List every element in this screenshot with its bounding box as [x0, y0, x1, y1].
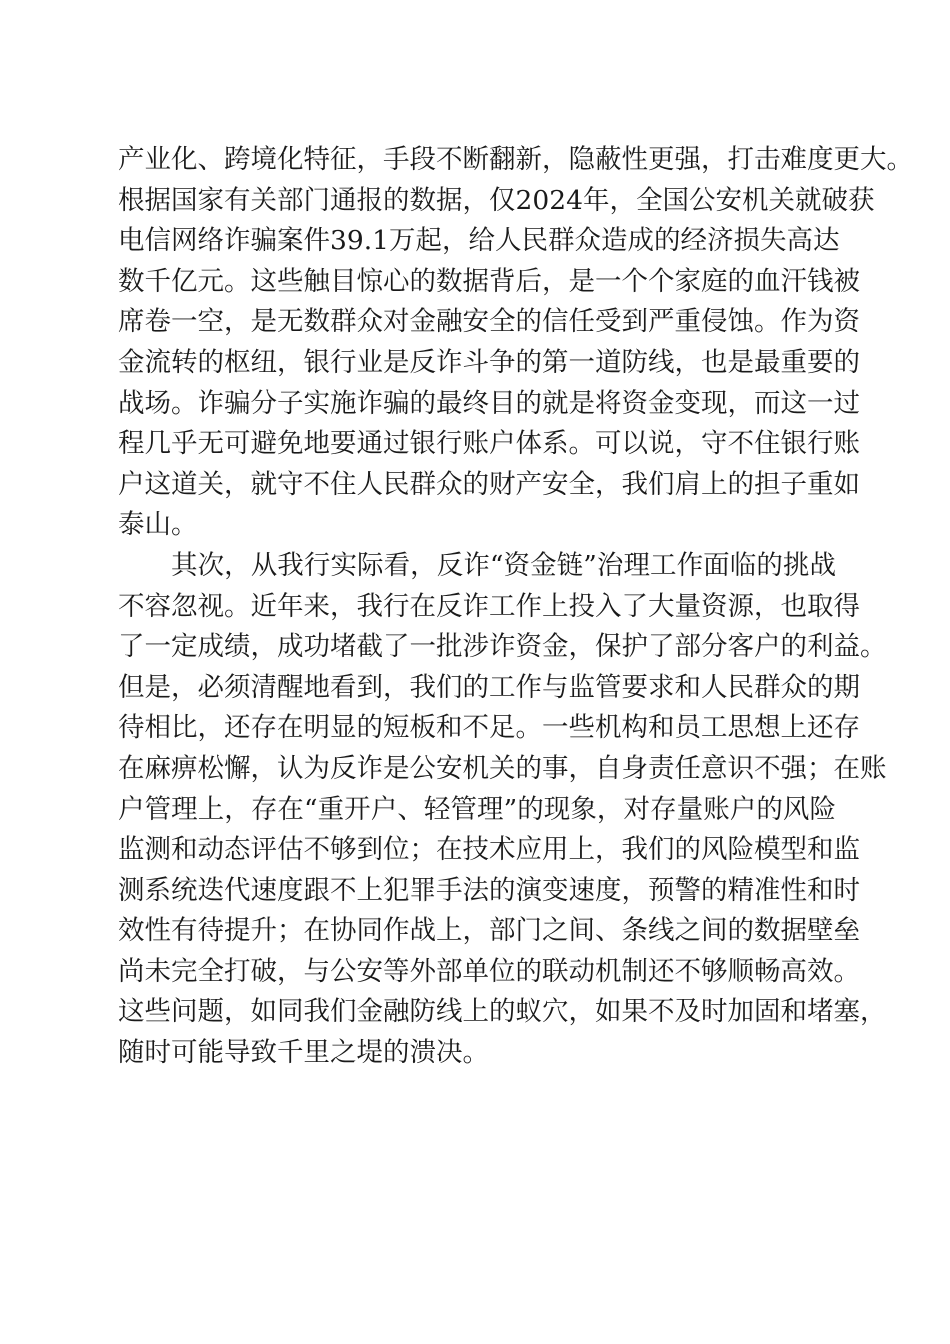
text-line: 数千亿元。这些触目惊心的数据背后，是一个个家庭的血汗钱被 [118, 265, 860, 297]
text-line: 户管理上，存在“重开户、轻管理”的现象，对存量账户的风险 [118, 793, 836, 825]
text-line: 电信网络诈骗案件39.1万起，给人民群众造成的经济损失高达 [118, 225, 840, 257]
text-line: 了一定成绩，成功堵截了一批涉诈资金，保护了部分客户的利益。 [118, 631, 887, 663]
text-line: 但是，必须清醒地看到，我们的工作与监管要求和人民群众的期 [118, 671, 860, 703]
text-line: 尚未完全打破，与公安等外部单位的联动机制还不够顺畅高效。 [118, 955, 860, 987]
text-line: 随时可能导致千里之堤的溃决。 [118, 1037, 489, 1069]
paragraph-2 [118, 546, 887, 1074]
text-line: 其次，从我行实际看，反诈“资金链”治理工作面临的挑战 [171, 549, 836, 581]
text-line: 战场。诈骗分子实施诈骗的最终目的就是将资金变现，而这一过 [118, 387, 860, 419]
paragraph-1 [118, 140, 913, 546]
text-line: 席卷一空，是无数群众对金融安全的信任受到严重侵蚀。作为资 [118, 306, 860, 338]
text-line: 这些问题，如同我们金融防线上的蚁穴，如果不及时加固和堵塞， [118, 996, 887, 1028]
text-line: 产业化、跨境化特征，手段不断翻新，隐蔽性更强，打击难度更大。 [118, 144, 913, 175]
text-line: 泰山。 [118, 509, 198, 541]
text-line: 户这道关，就守不住人民群众的财产安全，我们肩上的担子重如 [118, 468, 860, 500]
text-line: 金流转的枢纽，银行业是反诈斗争的第一道防线，也是最重要的 [118, 346, 860, 378]
text-line: 不容忽视。近年来，我行在反诈工作上投入了大量资源，也取得 [118, 590, 860, 622]
text-line: 程几乎无可避免地要通过银行账户体系。可以说，守不住银行账 [118, 428, 860, 460]
text-line: 待相比，还存在明显的短板和不足。一些机构和员工思想上还存 [118, 712, 860, 744]
text-line: 测系统迭代速度跟不上犯罪手法的演变速度，预警的精准性和时 [118, 874, 860, 906]
document-body [118, 140, 913, 1074]
text-line: 根据国家有关部门通报的数据，仅2024年，全国公安机关就破获 [118, 184, 875, 216]
text-line: 效性有待提升；在协同作战上，部门之间、条线之间的数据壁垒 [118, 915, 860, 947]
text-line: 在麻痹松懈，认为反诈是公安机关的事，自身责任意识不强；在账 [118, 752, 887, 784]
text-line: 监测和动态评估不够到位；在技术应用上，我们的风险模型和监 [118, 834, 860, 866]
